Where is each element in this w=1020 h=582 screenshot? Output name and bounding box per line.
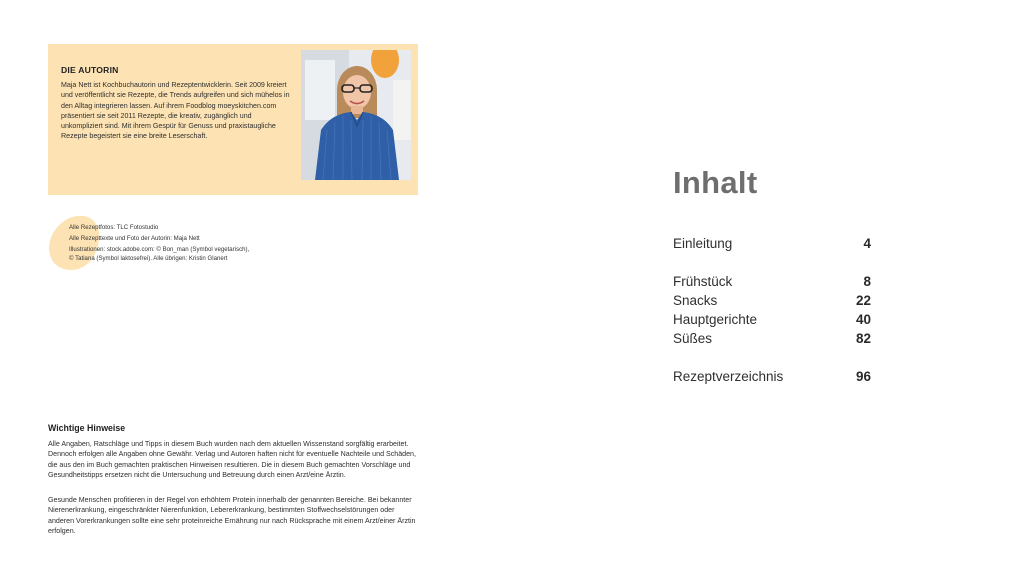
toc-entry-label: Hauptgerichte xyxy=(673,311,758,327)
credit-photos: Alle Rezeptfotos: TLC Fotostudio xyxy=(69,224,159,231)
notes-heading: Wichtige Hinweise xyxy=(48,423,126,433)
toc-entry[interactable] xyxy=(673,367,871,385)
toc-entry[interactable] xyxy=(673,234,871,252)
toc-entry-page: 8 xyxy=(863,273,871,289)
credit-illustrations-1: Illustrationen: stock.adobe.com: © Bon_man (Symbol vegetarisch), xyxy=(69,245,250,253)
toc-entry-page: 82 xyxy=(855,330,871,346)
author-heading: DIE AUTORIN xyxy=(61,65,119,75)
credit-illustrations-2: © Tatiana (Symbol laktosefrei). Alle übrigen: Kristin Glanert xyxy=(69,254,228,262)
toc-entry-page: 22 xyxy=(855,292,871,308)
author-box xyxy=(48,44,418,195)
toc-entry-page: 96 xyxy=(855,368,871,384)
notes-paragraph-2: Gesunde Menschen profitieren in der Regel von erhöhtem Protein innerhalb der genannten Bereiche. Bei bekannter Nierenerkrankung, eingeschränkter Nierenfunktion, Lebererkrankung, bestimmten Stoffwechselstörungen oder anderen Vorerkrankungen sollte eine sehr proteinreiche Ernährung nur nach Rücksprache mit einem Arzt/einer Ärztin erfolgen. xyxy=(48,496,416,535)
toc-entry-label: Snacks xyxy=(673,292,718,308)
toc-entry[interactable] xyxy=(673,310,871,328)
toc-entry[interactable] xyxy=(673,329,871,347)
author-photo xyxy=(301,50,411,180)
credit-texts: Alle Rezepttexte und Foto der Autorin: Maja Nett xyxy=(69,234,200,242)
toc-entry[interactable] xyxy=(673,291,871,309)
toc-entry-page: 4 xyxy=(863,235,871,251)
toc-entry-label: Einleitung xyxy=(673,235,733,251)
toc-entry-label: Frühstück xyxy=(673,273,733,289)
toc-entry[interactable] xyxy=(673,272,871,290)
notes-paragraph-1: Alle Angaben, Ratschläge und Tipps in diesem Buch wurden nach dem aktuellen Wissenstand sorgfältig erarbeitet. Dennoch erfolgen alle Angaben ohne Gewähr. Verlag und Autoren haften nicht für eventuelle Nachteile und Schäden, die aus den im Buch gemachten praktischen Hinweisen resultieren. Die in diesem Buch gemachten Vorschläge und Gesundheitstipps ersetzen nicht die Untersuchung und Betreuung durch einen Arzt/eine Ärztin. xyxy=(48,440,416,479)
toc-title: Inhalt xyxy=(673,165,758,200)
toc-entry-page: 40 xyxy=(855,311,871,327)
image-credits xyxy=(69,224,299,263)
toc-entry-label: Rezeptverzeichnis xyxy=(673,368,784,384)
toc-entry-label: Süßes xyxy=(673,330,713,346)
author-bio: Maja Nett ist Kochbuchautorin und Rezeptentwicklerin. Seit 2009 kreiert und veröffentlicht sie Rezepte, die Trends aufgreifen und sich mühelos in den Alltag integrieren lassen. Auf ihrem Foodblog moeyskitchen.com präsentiert sie seit 2011 Rezepte, die kreativ, zugänglich und unkompliziert sind. Mit ihrem Gespür für Genuss und praxistaugliche Rezepte begeistert sie eine breite Leserschaft. xyxy=(61,81,290,141)
